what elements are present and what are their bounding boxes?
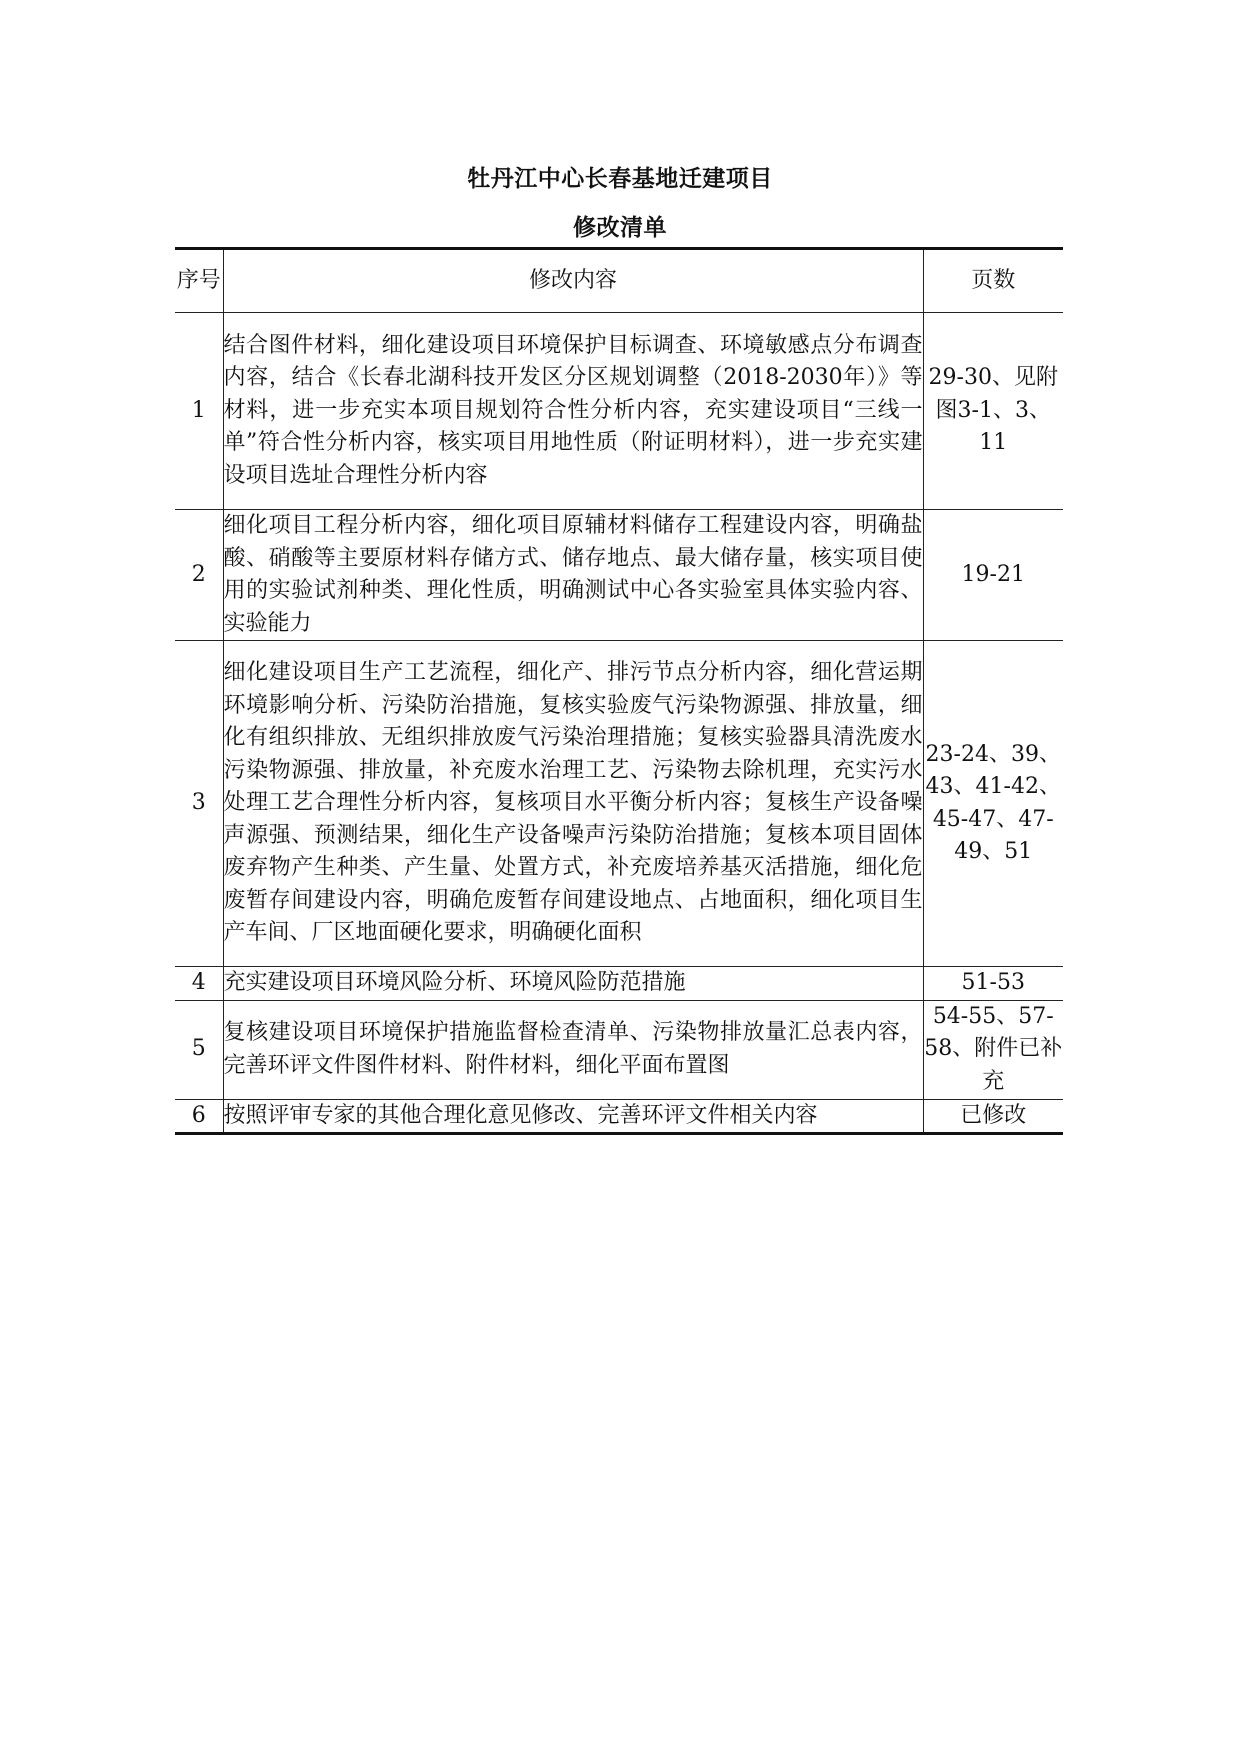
document-subtitle: 修改清单 [573,214,667,241]
row-number: 1 [175,313,223,510]
row-number: 4 [175,967,223,1001]
table-row [175,313,1063,510]
row-pages: 51-53 [923,967,1063,1001]
header-serial-number: 序号 [175,249,223,313]
row-pages: 23-24、39、43、41-42、45-47、47-49、51 [923,641,1063,967]
table-row [175,1000,1063,1099]
row-number: 5 [175,1000,223,1099]
revision-table [175,247,1063,1135]
header-revision-content: 修改内容 [223,249,923,313]
row-content: 细化项目工程分析内容，细化项目原辅材料储存工程建设内容，明确盐酸、硝酸等主要原材料存储方式、储存地点、最大储存量，核实项目使用的实验试剂种类、理化性质，明确测试中心各实验室具体实验内容、实验能力 [223,510,923,641]
table-row [175,1099,1063,1134]
header-page-numbers: 页数 [923,249,1063,313]
row-number: 6 [175,1099,223,1134]
row-content: 充实建设项目环境风险分析、环境风险防范措施 [223,967,923,1001]
document-title: 牡丹江中心长春基地迁建项目 [467,165,773,192]
table-row [175,510,1063,641]
row-content: 按照评审专家的其他合理化意见修改、完善环评文件相关内容 [223,1099,923,1134]
table-row [175,641,1063,967]
row-content: 结合图件材料，细化建设项目环境保护目标调查、环境敏感点分布调查内容，结合《长春北湖科技开发区分区规划调整（2018-2030年）》等材料，进一步充实本项目规划符合性分析内容，充实建设项目“三线一单”符合性分析内容，核实项目用地性质（附证明材料），进一步充实建设项目选址合理性分析内容 [223,313,923,510]
row-pages: 29-30、见附图3-1、3、11 [923,313,1063,510]
row-pages: 已修改 [923,1099,1063,1134]
row-pages: 54-55、57-58、附件已补充 [923,1000,1063,1099]
table-row [175,967,1063,1001]
row-content: 复核建设项目环境保护措施监督检查清单、污染物排放量汇总表内容，完善环评文件图件材料、附件材料，细化平面布置图 [223,1000,923,1099]
row-pages: 19-21 [923,510,1063,641]
row-content: 细化建设项目生产工艺流程，细化产、排污节点分析内容，细化营运期环境影响分析、污染防治措施，复核实验废气污染物源强、排放量，细化有组织排放、无组织排放废气污染治理措施；复核实验器具清洗废水污染物源强、排放量，补充废水治理工艺、污染物去除机理，充实污水处理工艺合理性分析内容，复核项目水平衡分析内容；复核生产设备噪声源强、预测结果，细化生产设备噪声污染防治措施；复核本项目固体废弃物产生种类、产生量、处置方式，补充废培养基灭活措施，细化危废暂存间建设内容，明确危废暂存间建设地点、占地面积，细化项目生产车间、厂区地面硬化要求，明确硬化面积 [223,641,923,967]
row-number: 3 [175,641,223,967]
row-number: 2 [175,510,223,641]
table-header-row [175,249,1063,313]
